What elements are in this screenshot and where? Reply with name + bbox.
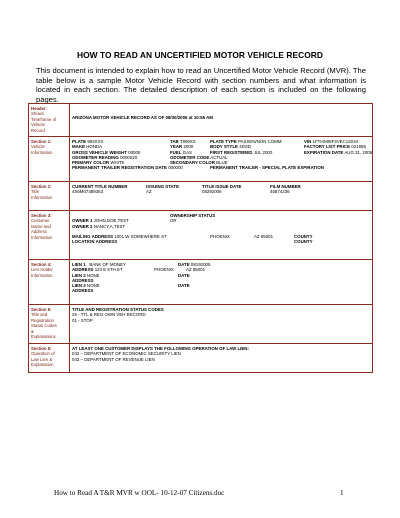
first-registered-key: FIRST REGISTERED bbox=[210, 149, 253, 155]
lien-2-address-key: ADDRESS bbox=[72, 277, 94, 283]
owner-2-value: NANCY,A,TEST bbox=[93, 223, 126, 229]
section-label-title: Section 1: bbox=[31, 139, 52, 144]
year-key: YEAR bbox=[170, 144, 183, 150]
mailing-county-key: COUNTY bbox=[294, 234, 313, 240]
lien-3-value: NONE bbox=[86, 283, 100, 289]
section-label-line: Customer bbox=[31, 218, 50, 224]
section-content-header bbox=[70, 104, 373, 137]
section-label-header bbox=[29, 104, 70, 137]
owner-1-key: OWNER 1 bbox=[72, 218, 93, 224]
tab-value: T869XX bbox=[179, 139, 196, 144]
mailing-state-zip: AZ 85001 bbox=[254, 234, 274, 240]
table-row-section-5 bbox=[29, 305, 373, 344]
secondary-color-value: BLUE bbox=[216, 160, 228, 166]
issuing-state-header: ISSUING STATE bbox=[146, 184, 180, 189]
plate-value: 993XXX bbox=[87, 139, 104, 144]
title-issue-date-value: 08292006 bbox=[202, 189, 222, 195]
lien-1-date-value: 08192005 bbox=[190, 262, 211, 267]
location-county-key: COUNTY bbox=[294, 239, 313, 245]
lien-1-value: BANK OF MONEY bbox=[89, 262, 126, 267]
body-style-key: BODY STYLE bbox=[210, 144, 238, 150]
status-code-item: 25 - TTL & REG OWN VEH RECORD bbox=[72, 312, 146, 318]
section-content-2 bbox=[70, 182, 373, 211]
section-label-title: Section 6: bbox=[31, 346, 52, 351]
section-label-line: Vehicle bbox=[31, 122, 45, 128]
mailing-city: PHOENIX bbox=[210, 234, 230, 240]
vin-key: VIN bbox=[304, 139, 312, 144]
section-content-1 bbox=[70, 137, 373, 182]
section-label-line: Title and bbox=[31, 312, 48, 318]
operation-of-law-lien-heading: AT LEAST ONE CUSTOMER DISPLAYS THE FOLLOWING OPERATION OF LAW LIEN: bbox=[72, 346, 249, 351]
fuel-key: FUEL bbox=[170, 149, 182, 155]
body-style-value: 4DSD bbox=[239, 144, 251, 150]
lien-2-value: NONE bbox=[86, 272, 100, 278]
section-label-title: Header: bbox=[31, 106, 48, 111]
make-key: MAKE bbox=[72, 144, 85, 150]
plate-type-key: PLATE TYPE bbox=[210, 139, 237, 144]
primary-color-key: PRIMARY COLOR bbox=[72, 160, 110, 166]
vin-value: 1FTHN08F3VEC13010 bbox=[312, 139, 358, 144]
ownership-status-header: OWNERSHIP STATUS bbox=[170, 213, 216, 218]
section-content-3 bbox=[70, 211, 373, 260]
section-label-4 bbox=[29, 260, 70, 305]
lien-2-key: LIEN 2 bbox=[72, 272, 86, 278]
table-row-section-1 bbox=[29, 137, 373, 182]
section-label-title: Section 5: bbox=[31, 307, 52, 312]
permanent-trailer-special-plate-expiration: PERMANENT TRAILER - SPECIAL PLATE EXPIRATION bbox=[210, 165, 324, 171]
lien-1-date-key: DATE bbox=[178, 262, 190, 267]
section-content-4 bbox=[70, 260, 373, 305]
page-number: 1 bbox=[340, 489, 344, 497]
mvr-sample-table bbox=[28, 103, 373, 373]
location-address-key: LOCATION ADDRESS bbox=[72, 239, 118, 245]
section-label-line: Information bbox=[31, 194, 53, 200]
ownership-status-value: OR bbox=[170, 218, 177, 224]
tab-key: TAB bbox=[170, 139, 179, 144]
lien-1-address-value: 123 E 5TH ST bbox=[94, 267, 123, 273]
primary-color-value: WHITE bbox=[110, 160, 125, 166]
film-number-value: 45874236 bbox=[270, 189, 290, 195]
section-label-line: Record bbox=[31, 127, 45, 133]
section-label-line: Information bbox=[31, 149, 53, 155]
permanent-trailer-reg-date-value: 000000 bbox=[168, 165, 183, 171]
lien-code-item: 043 – DEPARTMENT OF REVENUE LIEN bbox=[72, 356, 155, 362]
status-codes-heading: TITLE AND REGISTRATION STATUS CODES bbox=[72, 307, 164, 312]
section-label-line: Lien Holder bbox=[31, 267, 53, 273]
mailing-address-value: 1001 W SOMEWHERE ST bbox=[114, 234, 167, 240]
section-label-line: Explanations bbox=[31, 334, 56, 340]
table-row-header bbox=[29, 104, 373, 137]
section-label-line: & bbox=[31, 328, 34, 334]
section-label-line: Registration bbox=[31, 317, 54, 323]
document-title: HOW TO READ AN UNCERTIFIED MOTOR VEHICLE RECORD bbox=[76, 50, 323, 60]
first-registered-value: JUL 2000 bbox=[253, 149, 273, 155]
section-label-6 bbox=[29, 344, 70, 373]
current-title-number-value: 4S6M07489363 bbox=[72, 189, 104, 195]
permanent-trailer-reg-date-key: PERMANENT TRAILER REGISTRATION DATE bbox=[72, 165, 167, 171]
issuing-state-value: AZ bbox=[146, 189, 152, 195]
lien-1-city: PHOENIX bbox=[154, 267, 174, 273]
lien-2-date-key: DATE bbox=[178, 272, 190, 278]
table-row-section-3 bbox=[29, 211, 373, 260]
factory-list-price-value: 021595 bbox=[351, 144, 366, 150]
section-content-5 bbox=[70, 305, 373, 344]
record-header-text: ARIZONA MOTOR VEHICLE RECORD AS OF 08/30/2006 at 10:55 AM bbox=[72, 115, 213, 120]
odometer-code-value: ACTUAL bbox=[210, 154, 228, 160]
section-label-1 bbox=[29, 137, 70, 182]
odometer-reading-value: 0000020 bbox=[120, 154, 138, 160]
factory-list-price-key: FACTORY LIST PRICE bbox=[304, 144, 351, 150]
section-label-line: Operation of bbox=[31, 351, 55, 357]
section-label-title: Section 3: bbox=[31, 213, 52, 218]
section-label-2 bbox=[29, 182, 70, 211]
section-label-line: Name and bbox=[31, 223, 51, 229]
owner-1-value: JOHN,DOE,TEST bbox=[93, 218, 129, 224]
fuel-value: GAS bbox=[182, 149, 192, 155]
lien-3-date-key: DATE bbox=[178, 283, 190, 289]
film-number-header: FILM NUMBER bbox=[270, 184, 301, 189]
table-row-section-6 bbox=[29, 344, 373, 373]
lien-1-key: LIEN 1 bbox=[72, 262, 86, 267]
lien-3-address-key: ADDRESS bbox=[72, 288, 94, 294]
section-label-line: Status Codes bbox=[31, 323, 57, 329]
section-label-line: Shows bbox=[31, 111, 44, 117]
page-footer: How to Read A T&R MVR w OOL- 10-12-07 Citizens.doc bbox=[54, 489, 225, 497]
lien-code-item: 042 – DEPARTMENT OF ECONOMIC SECURITY LIEN bbox=[72, 351, 181, 357]
make-value: HONDA bbox=[86, 144, 103, 150]
lien-1-address-key: ADDRESS bbox=[72, 267, 94, 273]
plate-type-value: PASSEN/NON COMM bbox=[238, 139, 282, 144]
year-value: 2000 bbox=[183, 144, 194, 150]
gross-vehicle-weight-value: 00000 bbox=[128, 149, 141, 155]
section-label-line: Information bbox=[31, 272, 53, 278]
section-label-line: Timeframe of bbox=[31, 116, 57, 122]
status-code-item: 01 - STOP bbox=[72, 317, 93, 323]
owner-2-key: OWNER 2 bbox=[72, 223, 93, 229]
section-label-title: Section 2: bbox=[31, 184, 52, 189]
expiration-date-value: AUG 31, 2006 bbox=[344, 149, 373, 155]
intro-paragraph: This document is intended to explain how to read an Uncertified Motor Vehicle Record (MVR). The table below is a sample Motor Vehicle Record with section numbers and what information is located in each section. The detailed description of each section is included on the following pages. bbox=[36, 66, 366, 104]
section-label-title: Section 4: bbox=[31, 262, 52, 267]
section-label-line: Address bbox=[31, 229, 47, 235]
section-label-line: Explanation bbox=[31, 362, 54, 368]
plate-key: PLATE bbox=[72, 139, 87, 144]
lien-3-key: LIEN 3 bbox=[72, 283, 86, 289]
section-label-5 bbox=[29, 305, 70, 344]
table-row-section-2 bbox=[29, 182, 373, 211]
odometer-code-key: ODOMETER CODE bbox=[170, 154, 210, 160]
section-label-line: Information bbox=[31, 234, 53, 240]
title-issue-date-header: TITLE ISSUE DATE bbox=[202, 184, 242, 189]
section-label-3 bbox=[29, 211, 70, 260]
secondary-color-key: SECONDARY COLOR bbox=[170, 160, 215, 166]
current-title-number-header: CURRENT TITLE NUMBER bbox=[72, 184, 128, 189]
expiration-date-key: EXPIRATION DATE bbox=[304, 149, 344, 155]
section-content-6 bbox=[70, 344, 373, 373]
odometer-reading-key: ODOMETER READING bbox=[72, 154, 119, 160]
lien-1-state-zip: AZ 85001 bbox=[186, 267, 206, 273]
mailing-address-key: MAILING ADDRESS bbox=[72, 234, 114, 240]
section-label-line: Title bbox=[31, 189, 39, 195]
section-label-line: Vehicle bbox=[31, 144, 45, 150]
gross-vehicle-weight-key: GROSS VEHICLE WEIGHT bbox=[72, 149, 127, 155]
table-row-section-4 bbox=[29, 260, 373, 305]
section-label-line: Law Lien & bbox=[31, 356, 53, 362]
